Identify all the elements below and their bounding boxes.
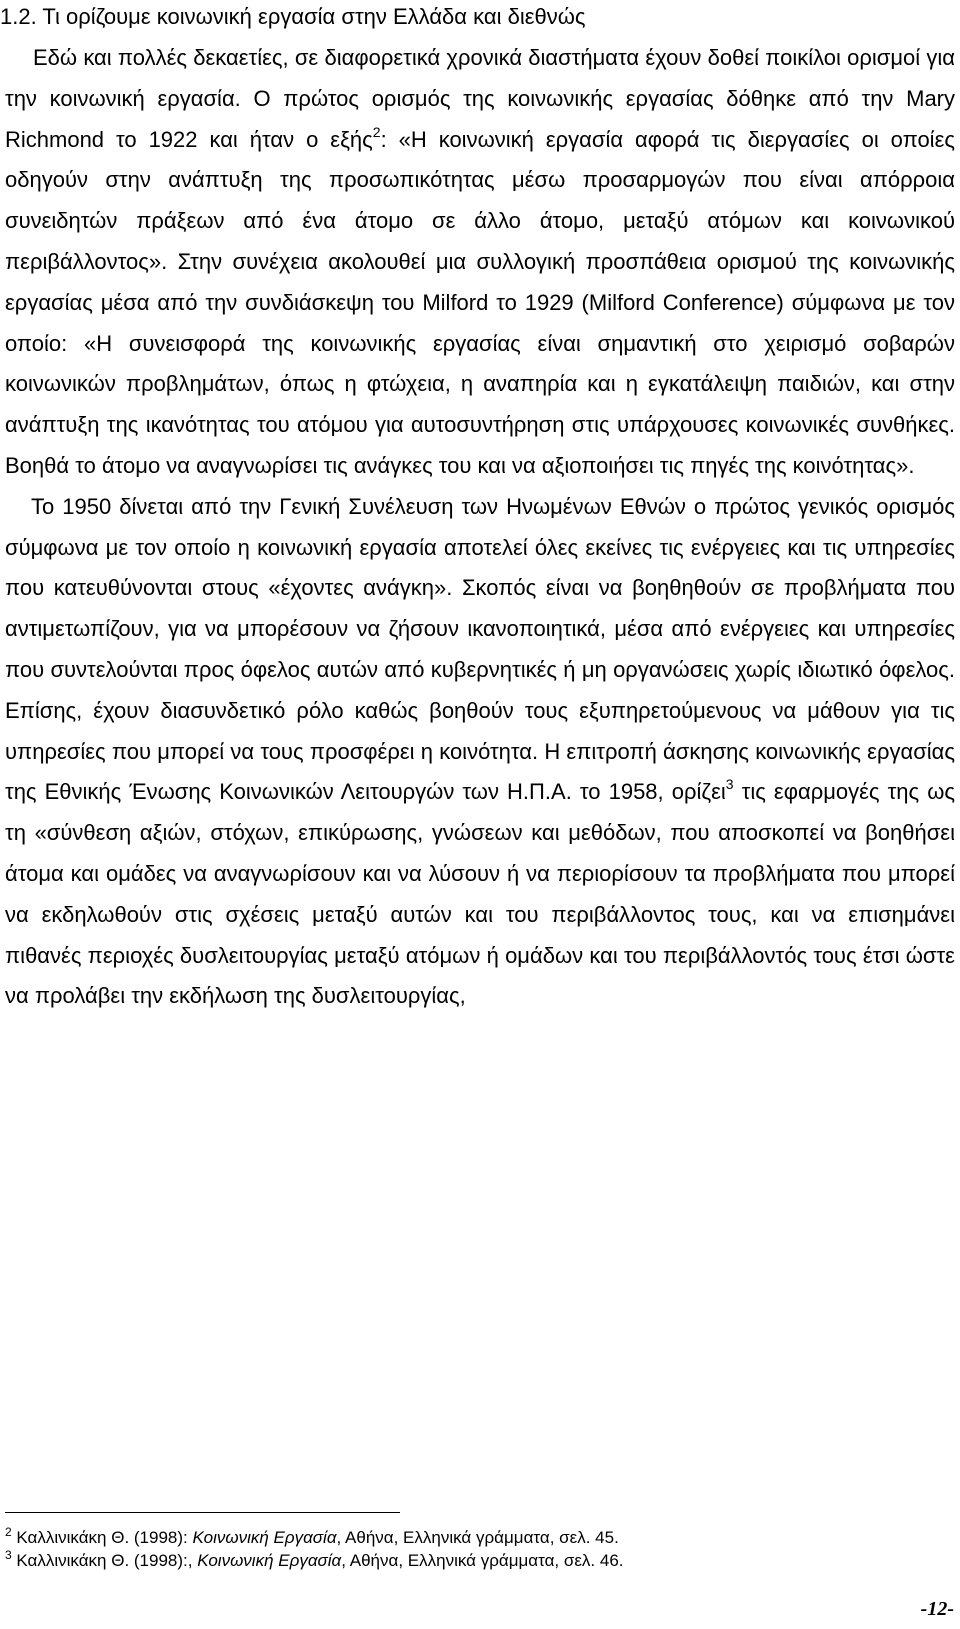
footnotes [5, 1526, 925, 1572]
page-number: -12- [920, 1598, 954, 1620]
footnote-marker: 2 [5, 1525, 12, 1539]
footnote-details: , Αθήνα, Ελληνικά γράμματα, σελ. 46. [341, 1551, 624, 1570]
footnote-author: Καλλινικάκη Θ. (1998):, [11, 1551, 198, 1570]
footnote-ref-2: 2 [372, 123, 381, 140]
paragraph-2-text-b: τις εφαρμογές της ως τη «σύνθεση αξιών, στόχων, επικύρωσης, γνώσεων και μεθόδων, που αποσκοπεί να βοηθήσει άτομα και ομάδες να αναγνωρίσουν και να λύσουν ή να περιορίσουν τα προβλήματα που μπορεί να εκδηλωθούν στις σχέσεις μεταξύ αυτών και του περιβάλλοντος τους, και να επισημάνει πιθανές περιοχές δυσλειτουργίας μεταξύ ατόμων ή ομάδων και του περιβάλλοντός τους έτσι ώστε να προλάβει την εκδήλωση της δυσλειτουργίας, [5, 779, 955, 1009]
footnote-2 [5, 1526, 925, 1549]
body-text [5, 38, 955, 1017]
paragraph-2 [5, 487, 955, 1017]
footnote-ref-3: 3 [725, 776, 734, 793]
footnote-title: Κοινωνική Εργασία [192, 1528, 337, 1547]
paragraph-1 [5, 38, 955, 487]
section-heading: 1.2. Τι ορίζουμε κοινωνική εργασία στην Ελλάδα και διεθνώς [0, 4, 586, 29]
footnote-marker: 3 [5, 1548, 12, 1562]
footnote-title: Κοινωνική Εργασία [197, 1551, 342, 1570]
footnote-details: , Αθήνα, Ελληνικά γράμματα, σελ. 45. [336, 1528, 619, 1547]
footnote-separator [5, 1512, 400, 1513]
footnote-3 [5, 1549, 925, 1572]
footnote-author: Καλλινικάκη Θ. (1998): [11, 1528, 193, 1547]
paragraph-1-text-b: : «Η κοινωνική εργασία αφορά τις διεργασίες οι οποίες οδηγούν στην ανάπτυξη της προσωπικότητας μέσω προσαρμογών που είναι απόρροια συνειδητών πράξεων από ένα άτομο σε άλλο άτομο, μεταξύ ατόμων και κοινωνικού περιβάλλοντος». Στην συνέχεια ακολουθεί μια συλλογική προσπάθεια ορισμού της κοινωνικής εργασίας μέσα από την συνδιάσκεψη του Milford το 1929 (Milford Conference) σύμφωνα με τον οποίο: «Η συνεισφορά της κοινωνικής εργασίας είναι σημαντική στο χειρισμό σοβαρών κοινωνικών προβλημάτων, όπως η φτώχεια, η αναπηρία και η εγκατάλειψη παιδιών, και στην ανάπτυξη της ικανότητας του ατόμου για αυτοσυντήρηση στις υπάρχουσες κοινωνικές συνθήκες. Βοηθά το άτομο να αναγνωρίσει τις ανάγκες του και να αξιοποιήσει τις πηγές της κοινότητας». [5, 126, 955, 478]
paragraph-2-text-a: Το 1950 δίνεται από την Γενική Συνέλευση των Ηνωμένων Εθνών ο πρώτος γενικός ορισμός σύμφωνα με τον οποίο η κοινωνική εργασία αποτελεί όλες εκείνες τις ενέργειες και τις υπηρεσίες που κατευθύνονται στους «έχοντες ανάγκη». Σκοπός είναι να βοηθηθούν σε προβλήματα που αντιμετωπίζουν, για να μπορέσουν να ζήσουν ικανοποιητικά, μέσα από ενέργειες και υπηρεσίες που συντελούνται προς όφελος αυτών από κυβερνητικές ή μη οργανώσεις χωρίς ιδιωτικό όφελος. Επίσης, έχουν διασυνδετικό ρόλο καθώς βοηθούν τους εξυπηρετούμενους να μάθουν για τις υπηρεσίες που μπορεί να τους προσφέρει η κοινότητα. Η επιτροπή άσκησης κοινωνικής εργασίας της Εθνικής Ένωσης Κοινωνικών Λειτουργών των Η.Π.Α. το 1958, ορίζει [5, 493, 955, 805]
paragraph-1-text-a: Εδώ και πολλές δεκαετίες, σε διαφορετικά χρονικά διαστήματα έχουν δοθεί ποικίλοι ορισμοί για την κοινωνική εργασία. Ο πρώτος ορισμός της κοινωνικής εργασίας δόθηκε από την Mary Richmond το 1922 και ήταν ο εξής [5, 45, 955, 152]
